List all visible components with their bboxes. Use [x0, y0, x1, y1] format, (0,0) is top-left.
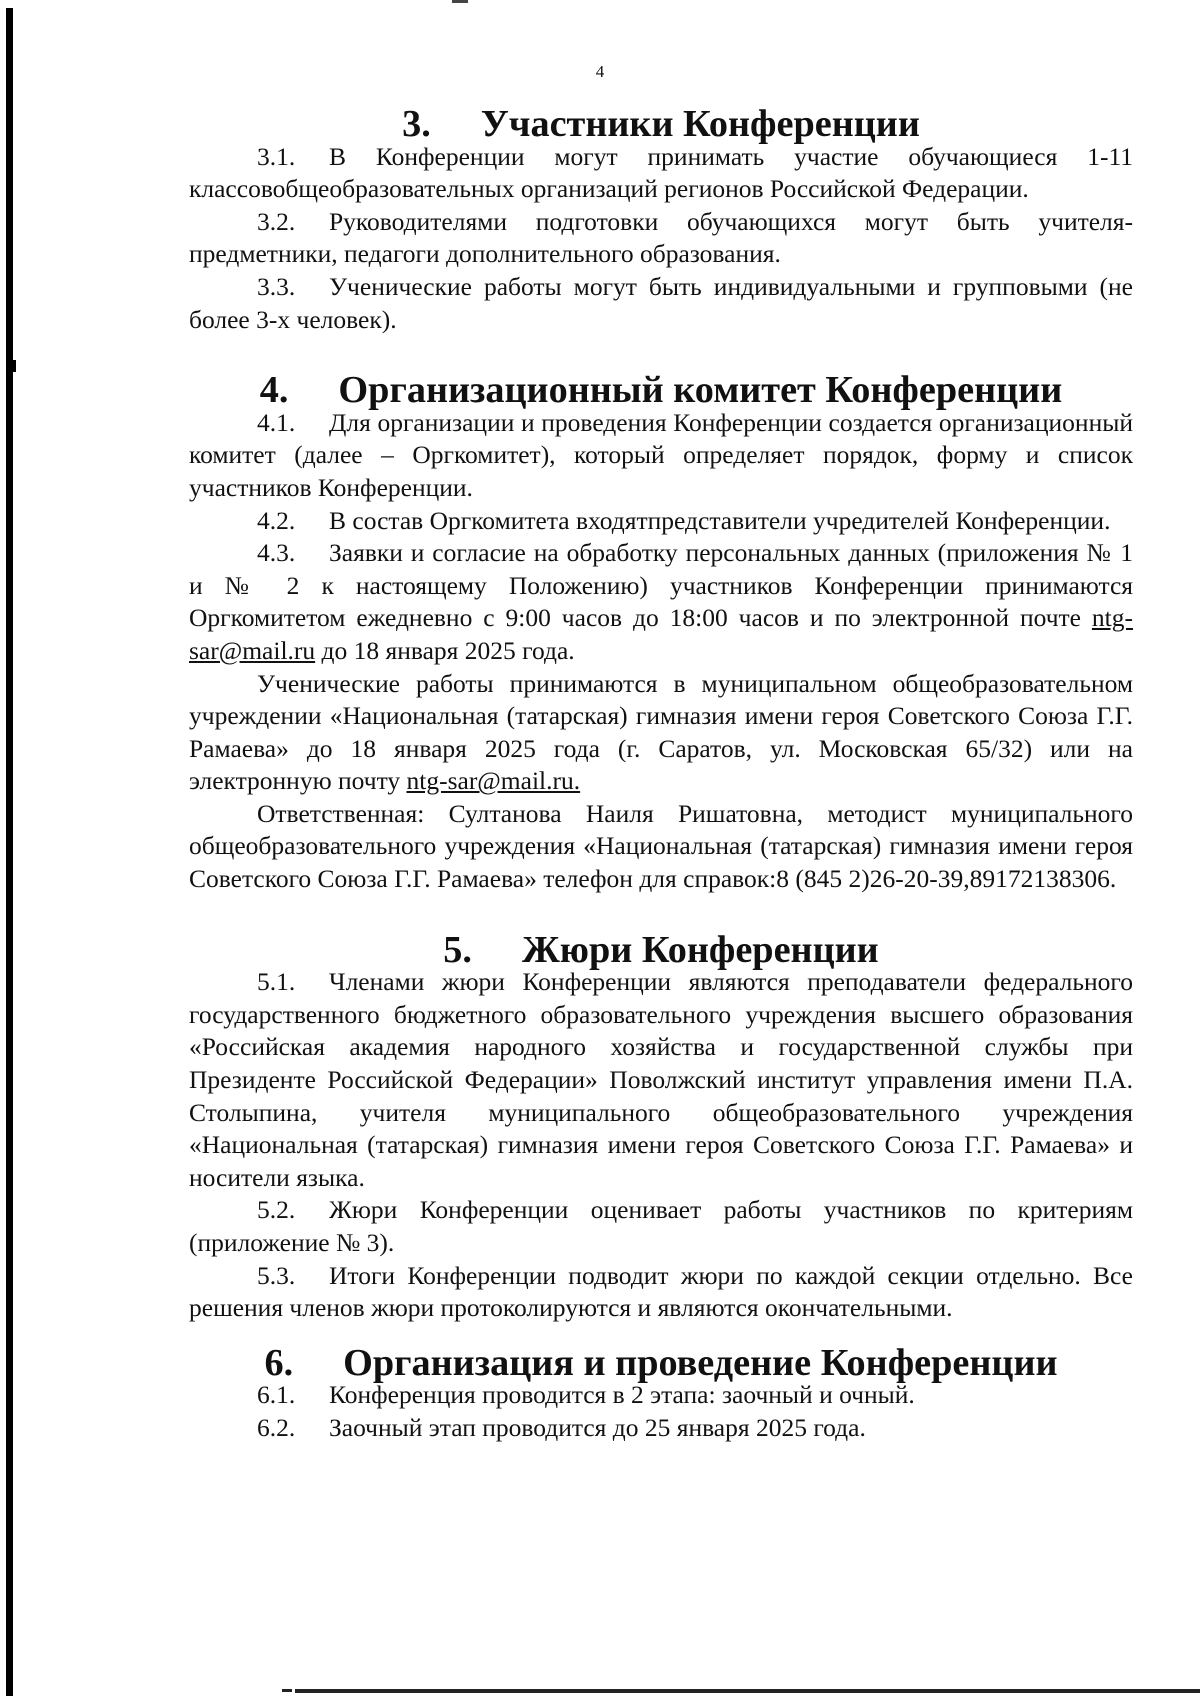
paragraph-number: 6.2.	[257, 1412, 296, 1442]
section-title: Участники Конференции	[480, 103, 920, 145]
section-number: 4.	[259, 369, 289, 412]
section-3-heading	[189, 103, 1133, 145]
section-6-heading	[189, 1341, 1133, 1384]
paragraph-number: 5.1.	[257, 967, 296, 997]
paragraph-text: В Конференции могут принимать участие обучающиеся 1-11 классовобщеобразовательных организаций регионов Российской Федерации.	[189, 141, 1133, 204]
paragraph-text: Ученические работы принимаются в муниципальном общеобразовательном учреждении «Национальная (татарская) гимназия имени героя Советского Союза Г.Г. Рамаева» до 18 января 2025 года (г. Саратов, ул. Московская 65/32) или на электронную почту	[189, 668, 1133, 796]
paragraph-number: 4.3.	[257, 538, 296, 568]
paragraph-number: 3.3.	[257, 271, 296, 301]
email-link[interactable]: ntg-sar@mail.ru	[189, 603, 1133, 665]
section-title: Организация и проведение Конференции	[343, 1341, 1058, 1384]
section-number: 6.	[264, 1341, 294, 1384]
paragraph-3-1	[189, 141, 1133, 206]
scan-artifact-bottom-dash	[282, 1689, 292, 1692]
scan-border-bottom	[295, 1689, 1200, 1693]
paragraph-number: 5.3.	[257, 1260, 296, 1290]
paragraph-text: В состав Оргкомитета входятпредставители учредителей Конференции.	[329, 505, 1111, 535]
paragraph-number: 3.1.	[257, 141, 296, 171]
paragraph-text: Жюри Конференции оценивает работы участников по критериям (приложение № 3).	[189, 1195, 1133, 1257]
paragraph-number: 4.2.	[257, 505, 296, 535]
paragraph-number: 6.1.	[257, 1380, 296, 1410]
page-number: 4	[595, 62, 605, 81]
paragraph-text: Заочный этап проводится до 25 января 2025 года.	[329, 1412, 866, 1442]
scan-artifact-top	[452, 0, 468, 3]
section-title: Жюри Конференции	[521, 928, 879, 971]
paragraph-text: Для организации и проведения Конференции создается организационный комитет (далее – Оргкомитет), который определяет порядок, форму и список участников Конференции.	[189, 407, 1133, 502]
scan-artifact-left	[13, 360, 16, 372]
paragraph-3-3	[189, 271, 1133, 336]
paragraph-5-3	[189, 1260, 1133, 1325]
paragraph-number: 5.2.	[257, 1195, 296, 1225]
paragraph-number: 4.1.	[257, 407, 296, 437]
section-number: 3.	[402, 103, 431, 145]
paragraph-4-3	[189, 537, 1133, 667]
paragraph-text: Конференция проводится в 2 этапа: заочный и очный.	[329, 1380, 915, 1410]
paragraph-5-2	[189, 1194, 1133, 1259]
section-4-heading	[189, 369, 1133, 412]
section-title: Организационный комитет Конференции	[338, 369, 1063, 412]
paragraph-text: Членами жюри Конференции являются преподаватели федерального государственного бюджетного образовательного учреждения высшего образования «Российская академия народного хозяйства и государственной службы при Президенте Российской Федерации» Поволжский институт управления имени П.А. Столыпина, учителя муниципального общеобразовательного учреждения «Национальная (татарская) гимназия имени героя Советского Союза Г.Г. Рамаева» и носители языка.	[189, 967, 1133, 1192]
email-link[interactable]: ntg-sar@mail.ru.	[406, 766, 581, 796]
paragraph-4-responsible	[189, 798, 1133, 896]
paragraph-text: Ученические работы могут быть индивидуальными и групповыми (не более 3-х человек).	[189, 271, 1133, 334]
paragraph-text: Ответственная: Султанова Наиля Ришатовна, методист муниципального общеобразовательного учреждения «Национальная (татарская) гимназия имени героя Советского Союза Г.Г. Рамаева» телефон для справок:8 (845 2)26-20-39,89172138306.	[189, 798, 1133, 894]
paragraph-6-1	[189, 1379, 1133, 1412]
section-number: 5.	[443, 928, 472, 971]
scan-border-left	[6, 8, 13, 1696]
paragraph-4-2	[189, 505, 1133, 538]
paragraph-text: Заявки и согласие на обработку персональных данных (приложения № 1 и № 2 к настоящему Положению) участников Конференции принимаются Оргкомитетом ежедневно с 9:00 часов до 18:00 часов и по электронной почте	[189, 538, 1133, 633]
paragraph-number: 3.2.	[257, 206, 296, 236]
paragraph-3-2	[189, 206, 1133, 271]
paragraph-4-1	[189, 407, 1133, 505]
document-body	[189, 103, 1133, 1445]
paragraph-text: до 18 января 2025 года.	[315, 635, 575, 665]
paragraph-5-1	[189, 966, 1133, 1194]
section-5-heading	[189, 928, 1133, 971]
paragraph-text: Итоги Конференции подводит жюри по каждой секции отдельно. Все решения членов жюри протоколируются и являются окончательными.	[189, 1260, 1133, 1323]
paragraph-6-2	[189, 1412, 1133, 1445]
paragraph-4-works	[189, 668, 1133, 798]
paragraph-text: Руководителями подготовки обучающихся могут быть учителя-предметники, педагоги дополнительного образования.	[189, 206, 1133, 269]
